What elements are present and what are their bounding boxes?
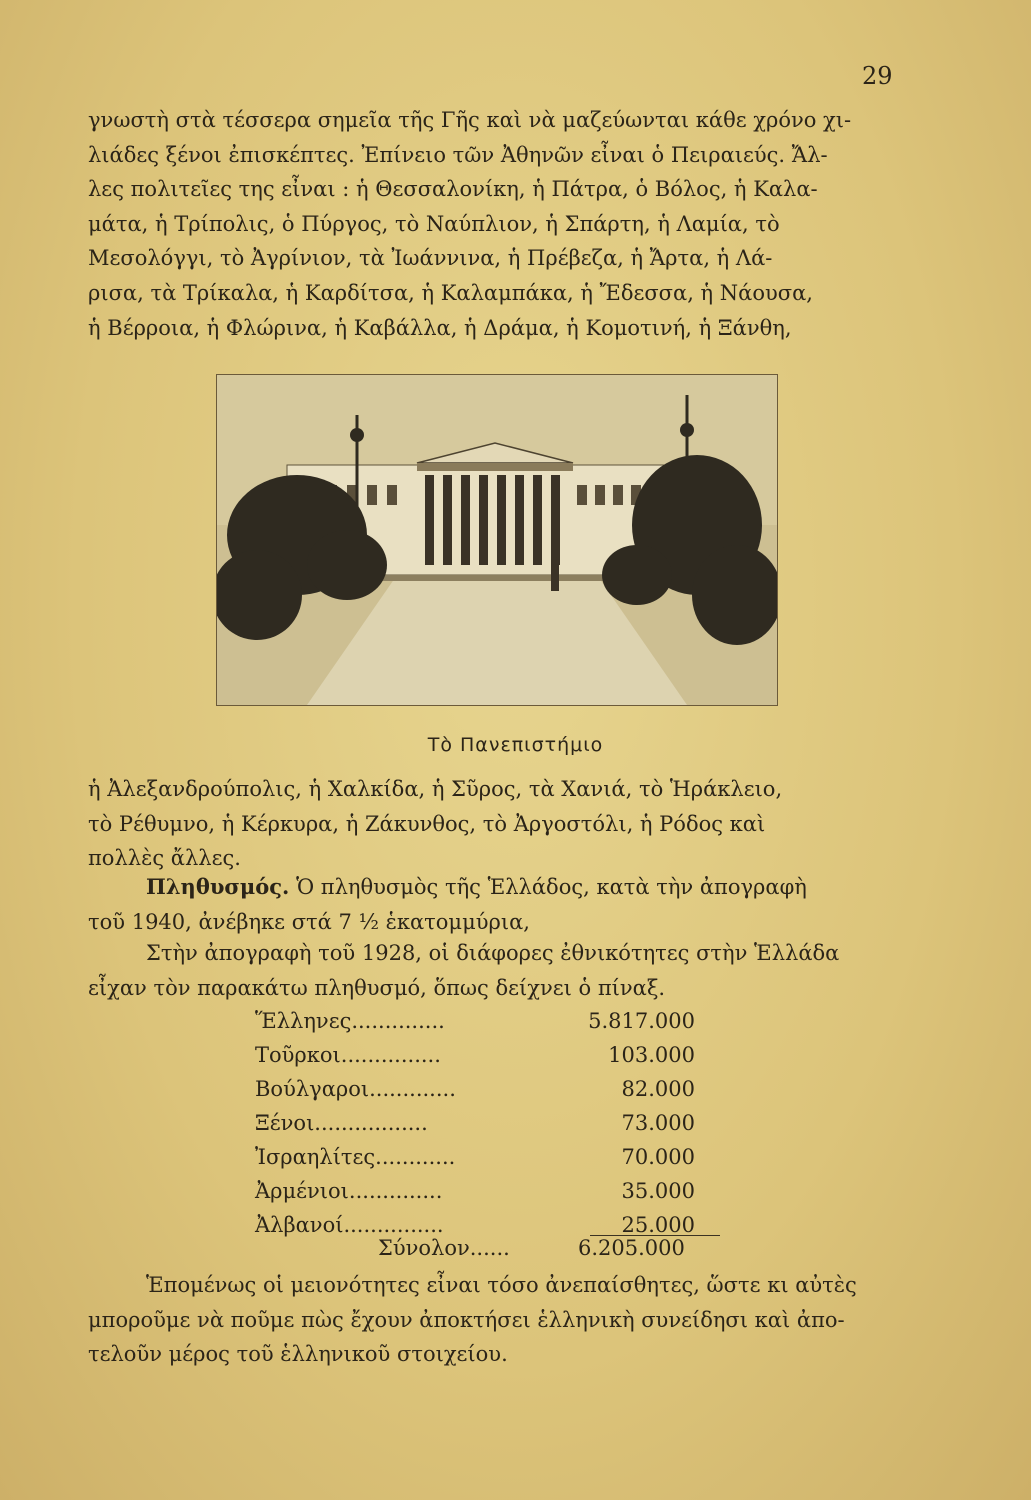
paragraph-minorities	[88, 1268, 896, 1372]
paragraph-census	[88, 936, 896, 1005]
page-number: 29	[862, 62, 893, 90]
text-line: Πληθυσμός. Ὁ πληθυσμὸς τῆς Ἑλλάδος, κατὰ τὴν ἀπογραφὴ	[146, 874, 807, 899]
text-line: τελοῦν μέρος τοῦ ἑλληνικοῦ στοιχείου.	[88, 1342, 508, 1367]
total-row	[378, 1236, 685, 1260]
text-line: ἡ Ἀλεξανδρούπολις, ἡ Χαλκίδα, ἡ Σῦρος, τὰ Χανιά, τὸ Ἡράκλειο,	[88, 777, 783, 801]
population-value: 5.817.000	[588, 1009, 695, 1033]
text-line: λες πολιτεῖες της εἶναι : ἡ Θεσσαλονίκη, ἡ Πάτρα, ὁ Βόλος, ἡ Καλα-	[88, 177, 818, 202]
total-label: Σύνολον......	[378, 1236, 510, 1260]
ethnicity-name: Ἀλβανοί...............	[255, 1213, 444, 1237]
paragraph-cities	[88, 103, 896, 345]
text-line: Στὴν ἀπογραφὴ τοῦ 1928, οἱ διάφορες ἐθνικότητες στὴν Ἑλλάδα	[146, 941, 840, 965]
text-line: λιάδες ξένοι ἐπισκέπτες. Ἐπίνειο τῶν Ἀθηνῶν εἶναι ὁ Πειραιεύς. Ἄλ-	[88, 142, 828, 167]
paragraph-population	[88, 870, 896, 939]
text-line: τὸ Ρέθυμνο, ἡ Κέρκυρα, ἡ Ζάκυνθος, τὸ Ἀργοστόλι, ἡ Ρόδος καὶ	[88, 811, 766, 836]
university-photo	[216, 374, 778, 706]
text-line: Μεσολόγγι, τὸ Ἀγρίνιον, τὰ Ἰωάννινα, ἡ Πρέβεζα, ἡ Ἄρτα, ἡ Λά-	[88, 246, 773, 271]
text-line: γνωστὴ στὰ τέσσερα σημεῖα τῆς Γῆς καὶ νὰ μαζεύωνται κάθε χρόνο χι-	[88, 108, 852, 132]
text-line: Ἑπομένως οἱ μειονότητες εἶναι τόσο ἀνεπαίσθητες, ὥστε κι αὐτὲς	[146, 1273, 857, 1297]
text-line: μάτα, ἡ Τρίπολις, ὁ Πύργος, τὸ Ναύπλιον, ἡ Σπάρτη, ἡ Λαμία, τὸ	[88, 211, 780, 236]
population-value: 73.000	[621, 1111, 695, 1135]
population-value: 35.000	[621, 1179, 695, 1203]
population-value: 103.000	[608, 1043, 695, 1067]
section-heading: Πληθυσμός.	[146, 874, 290, 899]
total-value: 6.205.000	[578, 1236, 685, 1260]
table-row	[255, 1072, 715, 1106]
table-row	[255, 1038, 715, 1072]
ethnicity-name: Βούλγαροι.............	[255, 1077, 456, 1101]
text-line: τοῦ 1940, ἀνέβηκε στά 7 ½ ἑκατομμύρια,	[88, 909, 530, 934]
population-value: 82.000	[621, 1077, 695, 1101]
ethnicity-name: Τοῦρκοι...............	[255, 1043, 441, 1067]
university-illustration	[217, 375, 777, 705]
ethnicity-name: Ἰσραηλίτες............	[255, 1145, 456, 1169]
text-line: εἶχαν τὸν παρακάτω πληθυσμό, ὅπως δείχνει ὁ πίναξ.	[88, 975, 666, 1000]
text-line: πολλὲς ἄλλες.	[88, 846, 241, 871]
ethnicity-name: Ἀρμένιοι..............	[255, 1179, 443, 1203]
paragraph-cities-continued	[88, 772, 896, 876]
table-row	[255, 1140, 715, 1174]
text-line: μποροῦμε νὰ ποῦμε πὼς ἔχουν ἀποκτήσει ἑλληνικὴ συνείδησι καὶ ἀπο-	[88, 1307, 845, 1332]
table-row	[255, 1106, 715, 1140]
ethnicity-name: Ἕλληνες..............	[255, 1009, 445, 1033]
photo-caption: Τὸ Πανεπιστήμιο	[427, 734, 604, 756]
text-line: ρισα, τὰ Τρίκαλα, ἡ Καρδίτσα, ἡ Καλαμπάκα, ἡ Ἔδεσσα, ἡ Νάουσα,	[88, 280, 813, 305]
population-value: 25.000	[621, 1213, 695, 1237]
population-table	[255, 1004, 715, 1242]
table-row	[255, 1174, 715, 1208]
ethnicity-name: Ξένοι.................	[255, 1111, 428, 1135]
table-row	[255, 1004, 715, 1038]
text-line: ἡ Βέρροια, ἡ Φλώρινα, ἡ Καβάλλα, ἡ Δράμα, ἡ Κομοτινή, ἡ Ξάνθη,	[88, 315, 792, 340]
population-value: 70.000	[621, 1145, 695, 1169]
